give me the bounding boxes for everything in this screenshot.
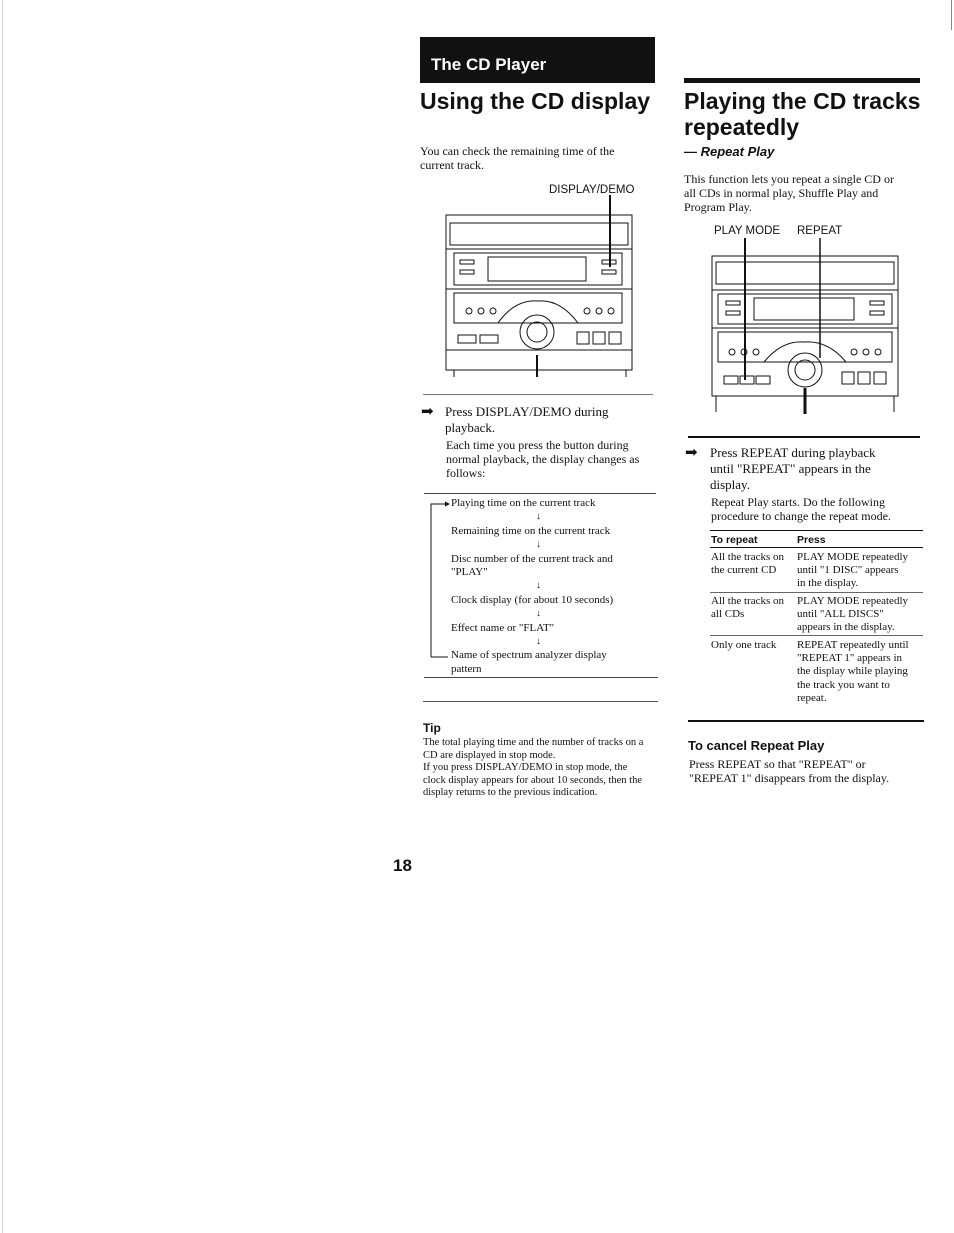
tip-line: If you press DISPLAY/DEMO in stop mode, the	[423, 762, 628, 773]
display-demo-label: DISPLAY/DEMO	[549, 184, 635, 196]
cancel-line: Press REPEAT so that "REPEAT" or	[689, 757, 866, 771]
divider	[423, 394, 653, 395]
table-cell-line: the current CD	[711, 564, 777, 577]
down-arrow-icon: ↓	[536, 608, 541, 619]
left-step	[445, 404, 608, 436]
right-step-line: until "REPEAT" appears in the	[710, 461, 871, 476]
table-cell-line: the track you want to	[797, 678, 890, 691]
table-rule	[710, 530, 923, 531]
step-arrow-icon: ➡	[685, 445, 698, 461]
left-page-title: Using the CD display	[420, 88, 651, 114]
page-number: 18	[393, 856, 412, 875]
down-arrow-icon: ↓	[536, 511, 541, 522]
step-arrow-icon: ➡	[421, 404, 434, 420]
right-step-detail	[711, 495, 891, 523]
table-cell-line: the display while playing	[797, 665, 908, 678]
cancel-body	[689, 757, 889, 785]
sequence-item: "PLAY"	[451, 566, 488, 578]
table-cell-line: in the display.	[797, 577, 859, 590]
left-step-detail-line: follows:	[446, 466, 486, 480]
table-header-press: Press	[797, 534, 826, 546]
tip-heading: Tip	[423, 721, 441, 735]
tip-body	[423, 737, 643, 800]
sequence-item: Playing time on the current track	[451, 497, 596, 509]
table-row-repeat-cell	[711, 639, 776, 652]
scan-edge	[2, 0, 3, 1233]
cancel-line: "REPEAT 1" disappears from the display.	[689, 771, 890, 785]
down-arrow-icon: ↓	[536, 636, 541, 647]
tip-line: The total playing time and the number of tracks on a	[423, 737, 644, 748]
sequence-item: Disc number of the current track and	[451, 553, 613, 565]
table-cell-line: All the tracks on	[711, 551, 785, 563]
left-intro-line: current track.	[420, 158, 484, 172]
tip-line: display returns to the previous indication.	[423, 787, 598, 798]
sequence-item: Remaining time on the current track	[451, 525, 611, 537]
right-intro	[684, 172, 894, 214]
table-cell-line: PLAY MODE repeatedly	[797, 595, 908, 607]
table-row-press-cell	[797, 551, 908, 591]
repeat-label: REPEAT	[797, 225, 843, 237]
divider	[688, 720, 924, 722]
sequence-item: Clock display (for about 10 seconds)	[451, 594, 614, 606]
table-cell-line: Only one track	[711, 639, 777, 651]
section-tab-label: The CD Player	[431, 55, 547, 74]
table-cell-line: repeat.	[797, 691, 827, 704]
play-mode-label: PLAY MODE	[714, 225, 781, 237]
left-step-detail	[446, 438, 639, 480]
divider	[688, 436, 920, 438]
down-arrow-icon: ↓	[536, 580, 541, 591]
table-cell-line: until "ALL DISCS"	[797, 608, 884, 621]
divider	[423, 701, 658, 702]
sequence-item: Effect name or "FLAT"	[451, 622, 555, 634]
right-step	[710, 445, 876, 493]
table-rule	[710, 592, 923, 593]
divider	[424, 493, 656, 494]
sequence-item: pattern	[451, 663, 482, 675]
right-step-detail-line: Repeat Play starts. Do the following	[711, 495, 885, 509]
right-intro-line: Program Play.	[684, 200, 752, 214]
heading-rule	[684, 78, 920, 83]
table-cell-line: appears in the display.	[797, 621, 895, 634]
table-cell-line: REPEAT repeatedly until	[797, 639, 909, 651]
left-step-line: Press DISPLAY/DEMO during	[445, 404, 609, 419]
sequence-item: Name of spectrum analyzer display	[451, 649, 607, 661]
table-row-repeat-cell	[711, 551, 784, 577]
tip-line: clock display appears for about 10 seconds, then the	[423, 774, 642, 786]
right-page-title	[684, 88, 920, 140]
left-intro-line: You can check the remaining time of the	[420, 144, 615, 158]
table-header-repeat: To repeat	[711, 534, 758, 546]
table-cell-line: All the tracks on	[711, 595, 785, 607]
right-intro-line: all CDs in normal play, Shuffle Play and	[684, 186, 879, 200]
left-intro	[420, 144, 614, 172]
right-intro-line: This function lets you repeat a single CD or	[684, 172, 894, 186]
tip-line: CD are displayed in stop mode.	[423, 749, 556, 761]
divider	[424, 677, 658, 678]
right-step-line: display.	[710, 477, 750, 492]
table-cell-line: "REPEAT 1" appears in	[797, 652, 903, 665]
right-step-line: Press REPEAT during playback	[710, 445, 876, 460]
cycle-loop-line	[424, 500, 454, 662]
table-cell-line: until "1 DISC" appears	[797, 564, 899, 577]
left-step-line: playback.	[445, 420, 496, 435]
table-rule	[710, 635, 923, 636]
down-arrow-icon: ↓	[536, 539, 541, 550]
scan-edge	[951, 0, 952, 30]
right-step-detail-line: procedure to change the repeat mode.	[711, 509, 891, 523]
stereo-illustration-right	[708, 238, 904, 416]
stereo-illustration-left	[440, 195, 640, 377]
table-row-press-cell	[797, 595, 908, 635]
cancel-heading: To cancel Repeat Play	[688, 738, 825, 753]
right-subtitle: — Repeat Play	[684, 144, 775, 159]
table-row-repeat-cell	[711, 595, 784, 621]
table-cell-line: all CDs	[711, 608, 745, 621]
right-title-line: repeatedly	[684, 114, 800, 140]
left-step-detail-line: Each time you press the button during	[446, 438, 629, 452]
table-rule	[710, 547, 923, 548]
table-cell-line: PLAY MODE repeatedly	[797, 551, 908, 563]
table-row-press-cell	[797, 639, 909, 705]
right-title-line: Playing the CD tracks	[684, 88, 921, 114]
left-step-detail-line: normal playback, the display changes as	[446, 452, 640, 466]
